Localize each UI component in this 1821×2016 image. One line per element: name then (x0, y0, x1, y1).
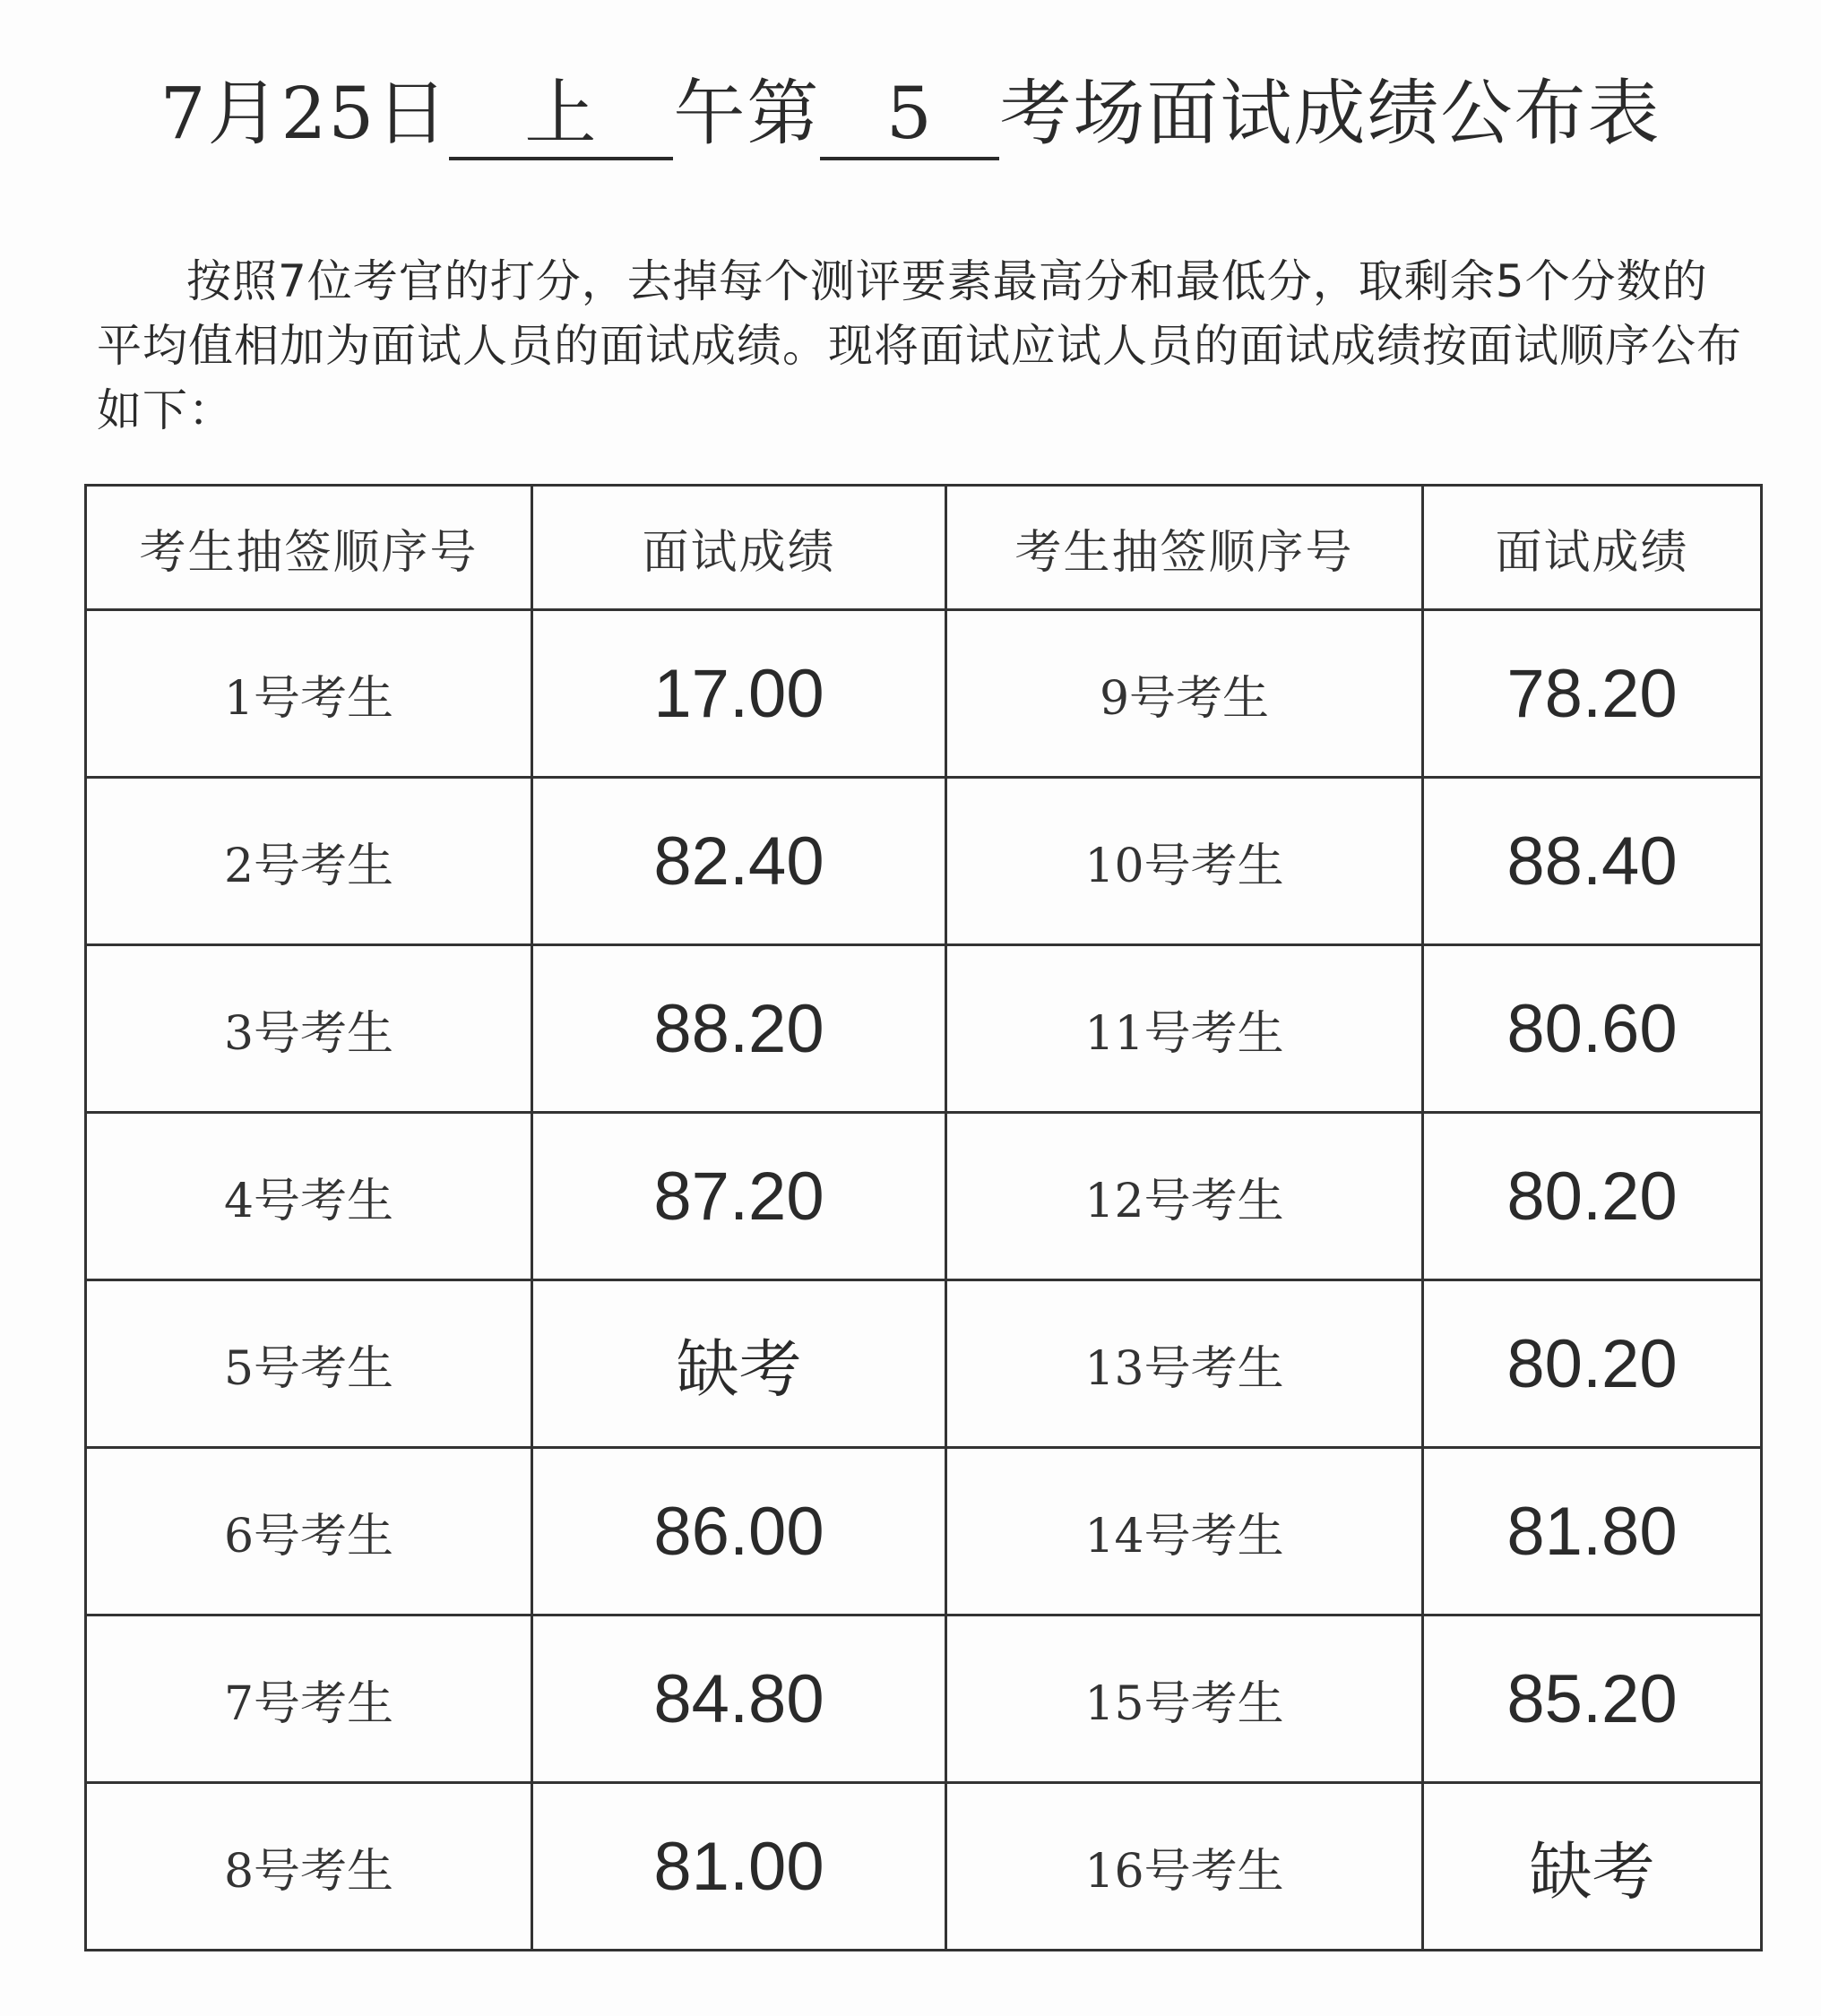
candidate-id-right: 12号考生 (946, 1113, 1423, 1280)
candidate-id-left: 6号考生 (86, 1448, 532, 1615)
header-candidate-left: 考生抽签顺序号 (86, 486, 532, 610)
score-table (84, 484, 1763, 1951)
score-left: 87.20 (532, 1113, 946, 1280)
score-left: 82.40 (532, 778, 946, 945)
table-row (86, 945, 1762, 1113)
table-row (86, 1448, 1762, 1615)
header-score-right: 面试成绩 (1423, 486, 1762, 610)
score-left: 88.20 (532, 945, 946, 1113)
intro-paragraph: 按照7位考官的打分，去掉每个测评要素最高分和最低分，取剩余5个分数的平均值相加为面试人员的面试成绩。现将面试应试人员的面试成绩按面试顺序公布如下： (97, 255, 1742, 436)
title-date: 7月25日 (160, 72, 450, 155)
candidate-id-left: 1号考生 (86, 610, 532, 778)
score-right: 80.60 (1423, 945, 1762, 1113)
candidate-id-left: 8号考生 (86, 1783, 532, 1951)
score-right: 80.20 (1423, 1113, 1762, 1280)
score-right: 81.80 (1423, 1448, 1762, 1615)
candidate-id-right: 10号考生 (946, 778, 1423, 945)
table-row (86, 1615, 1762, 1783)
header-candidate-right: 考生抽签顺序号 (946, 486, 1423, 610)
candidate-id-right: 15号考生 (946, 1615, 1423, 1783)
score-left: 缺考 (532, 1280, 946, 1448)
score-right: 78.20 (1423, 610, 1762, 778)
document-title (0, 65, 1821, 163)
candidate-id-left: 7号考生 (86, 1615, 532, 1783)
score-right: 80.20 (1423, 1280, 1762, 1448)
score-right: 缺考 (1423, 1783, 1762, 1951)
score-left: 17.00 (532, 610, 946, 778)
title-suffix: 考场面试成绩公布表 (999, 72, 1661, 155)
candidate-id-right: 11号考生 (946, 945, 1423, 1113)
score-left: 81.00 (532, 1783, 946, 1951)
candidate-id-left: 2号考生 (86, 778, 532, 945)
table-row (86, 1280, 1762, 1448)
candidate-id-right: 16号考生 (946, 1783, 1423, 1951)
candidate-id-left: 5号考生 (86, 1280, 532, 1448)
candidate-id-left: 3号考生 (86, 945, 532, 1113)
candidate-id-right: 13号考生 (946, 1280, 1423, 1448)
candidate-id-right: 14号考生 (946, 1448, 1423, 1615)
table-header-row (86, 486, 1762, 610)
score-right: 85.20 (1423, 1615, 1762, 1783)
score-left: 84.80 (532, 1615, 946, 1783)
table-row (86, 1113, 1762, 1280)
title-room-blank: 5 (820, 71, 999, 160)
score-left: 86.00 (532, 1448, 946, 1615)
candidate-id-left: 4号考生 (86, 1113, 532, 1280)
score-right: 88.40 (1423, 778, 1762, 945)
title-mid: 午第 (673, 72, 821, 155)
table-row (86, 610, 1762, 778)
candidate-id-right: 9号考生 (946, 610, 1423, 778)
table-row (86, 778, 1762, 945)
title-session-blank: 上 (449, 71, 673, 160)
header-score-left: 面试成绩 (532, 486, 946, 610)
table-row (86, 1783, 1762, 1951)
